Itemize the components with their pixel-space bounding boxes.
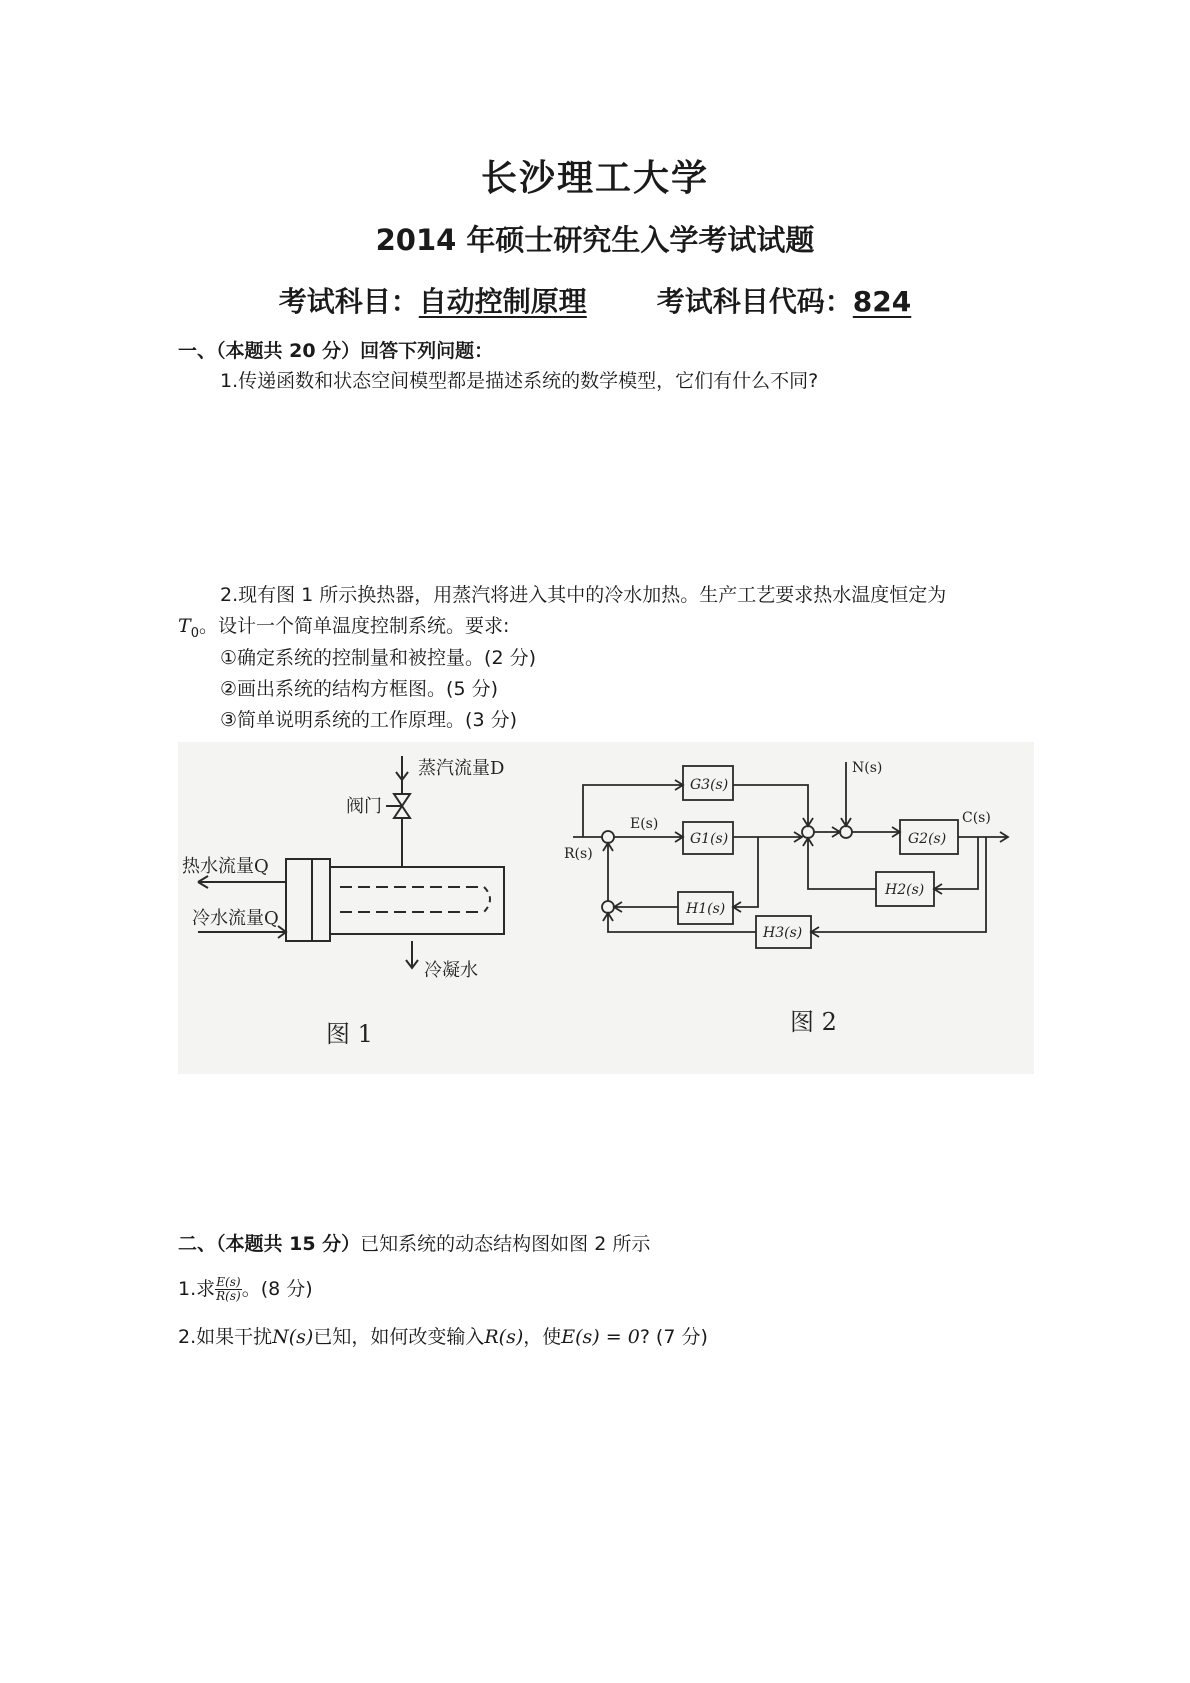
sum2-to-sum1 — [603, 843, 613, 901]
block-g2-label: G2(s) — [908, 831, 947, 847]
exchanger-plate-left — [286, 859, 312, 941]
subject-name: 自动控制原理 — [418, 285, 587, 318]
condensate-label: 冷凝水 — [424, 960, 478, 981]
section2-heading — [178, 1231, 650, 1257]
figure2-caption: 图 2 — [790, 1008, 837, 1036]
section2-q1 — [178, 1276, 313, 1303]
code-label: 考试科目代码： — [656, 285, 853, 318]
section1-item-3: ③简单说明系统的工作原理。(3 分) — [220, 709, 517, 731]
code-value: 824 — [852, 285, 912, 318]
figures-svg — [178, 742, 1034, 1074]
g1-to-h1 — [733, 837, 758, 912]
var-t-sub: 0 — [190, 625, 199, 641]
section1-q2-line1: 2.现有图 1 所示换热器，用蒸汽将进入其中的冷水加热。生产工艺要求热水温度恒定为 — [220, 584, 947, 606]
fraction-denominator: R(s) — [216, 1289, 241, 1303]
figures-panel — [178, 742, 1034, 1074]
exchanger-plate-right — [312, 859, 330, 941]
error-label: E(s) — [630, 816, 659, 832]
exam-title: 2014 年硕士研究生入学考试试题 — [375, 223, 815, 257]
figure2-drawing — [573, 762, 1008, 948]
input-label: R(s) — [564, 846, 593, 862]
section1-q2-line2 — [178, 613, 509, 647]
section1-q1: 1.传递函数和状态空间模型都是描述系统的数学模型，它们有什么不同? — [220, 370, 819, 392]
disturbance-label: N(s) — [852, 760, 883, 776]
sum3-to-sum4 — [814, 827, 840, 837]
e-to-g1 — [614, 832, 683, 842]
figure1-caption: 图 1 — [326, 1020, 373, 1048]
university-title: 长沙理工大学 — [480, 158, 709, 199]
q2-text-c: ，使 — [523, 1326, 562, 1348]
fraction-numerator: E(s) — [216, 1275, 241, 1289]
steam-label: 蒸汽流量D — [418, 758, 505, 779]
cold-water-label: 冷水流量Q — [192, 908, 279, 929]
hot-water-label: 热水流量Q — [182, 856, 269, 877]
sum-junction-1 — [602, 831, 614, 843]
var-t: T — [178, 615, 191, 637]
output-line — [958, 832, 1008, 842]
sum-junction-4 — [840, 826, 852, 838]
g1-to-sum3 — [733, 832, 802, 842]
sum-junction-3 — [802, 826, 814, 838]
block-h3-label: H3(s) — [763, 925, 803, 941]
block-g1-label: G1(s) — [690, 831, 729, 847]
q2-text-d: ? (7 分) — [639, 1326, 708, 1348]
subject-line — [0, 280, 1190, 320]
q2-es: E(s) = 0 — [561, 1326, 640, 1348]
q2-line2-text: 。设计一个简单温度控制系统。要求: — [198, 615, 510, 637]
transfer-fraction — [215, 1276, 242, 1303]
exchanger-shell — [330, 867, 504, 934]
section2-heading-rest: 已知系统的动态结构图如图 2 所示 — [360, 1233, 651, 1255]
output-label: C(s) — [962, 810, 991, 826]
section2-heading-bold: 二、（本题共 15 分） — [178, 1233, 361, 1255]
subject-label: 考试科目： — [278, 285, 419, 318]
q2-text-b: 已知，如何改变输入 — [313, 1326, 485, 1348]
n-to-sum4 — [841, 762, 851, 826]
q2-ns: N(s) — [272, 1326, 314, 1348]
tube-bend — [484, 887, 490, 912]
q2-text-a: 2.如果干扰 — [178, 1326, 273, 1348]
block-g3-label: G3(s) — [690, 777, 729, 793]
h2-to-sum3 — [803, 838, 876, 889]
valve-label: 阀门 — [346, 796, 382, 817]
h1-to-sum2 — [614, 902, 678, 912]
section2-q2 — [178, 1324, 708, 1350]
section1-item-1: ①确定系统的控制量和被控量。(2 分) — [220, 647, 536, 669]
g3-to-sum3 — [733, 785, 813, 826]
q1-prefix: 1.求 — [178, 1278, 216, 1300]
q1-suffix: 。(8 分) — [241, 1278, 313, 1300]
section1-item-2: ②画出系统的结构方框图。(5 分) — [220, 678, 498, 700]
sum-junction-2 — [602, 901, 614, 913]
sum4-to-g2 — [852, 827, 900, 837]
q2-rs: R(s) — [484, 1326, 524, 1348]
block-h2-label: H2(s) — [885, 882, 925, 898]
hot-water-arrow — [198, 876, 286, 888]
section1-heading: 一、（本题共 20 分）回答下列问题： — [178, 340, 494, 362]
block-h1-label: H1(s) — [686, 901, 726, 917]
condensate-arrow — [406, 941, 418, 968]
